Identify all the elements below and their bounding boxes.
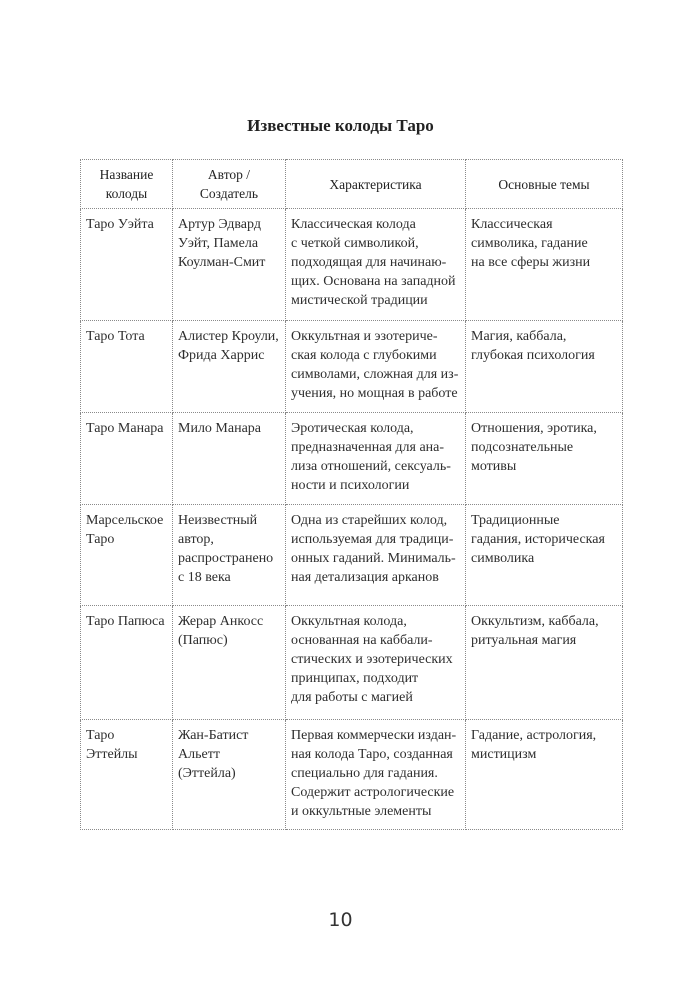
table-row (81, 413, 623, 505)
cell-description (286, 720, 466, 830)
page-number: 10 (328, 909, 353, 931)
cell-author (173, 720, 286, 830)
cell-deck-name (81, 209, 173, 321)
cell-author (173, 209, 286, 321)
header-themes (466, 160, 623, 209)
cell-description (286, 606, 466, 720)
cell-author (173, 321, 286, 413)
cell-text-line: ритуальная магия (471, 633, 577, 648)
cell-text-line: подходящая для начинаю- (291, 255, 447, 270)
cell-text-line: Одна из старейших колод, (291, 513, 448, 528)
cell-text-line: подсознательные (471, 440, 574, 455)
cell-author (173, 413, 286, 505)
cell-text-line: глубокая психология (471, 348, 595, 363)
cell-text-line: Классическая (471, 217, 553, 232)
cell-text-line: Отношения, эротика, (471, 421, 597, 436)
table-row (81, 209, 623, 321)
cell-text-line: основанная на каббали- (291, 633, 433, 648)
table-header-row (81, 160, 623, 209)
cell-text-line: Жан-Батист (178, 728, 249, 743)
header-description (286, 160, 466, 209)
cell-text-line: стических и эзотерических (291, 652, 453, 667)
cell-text-line: Альетт (178, 747, 220, 762)
cell-text-line: Марсельское (86, 513, 164, 528)
cell-text-line: распространено (178, 551, 274, 566)
tarot-decks-table (80, 159, 623, 830)
cell-text-line: с четкой символикой, (291, 236, 419, 251)
cell-text-line: Таро (86, 728, 115, 743)
cell-text-line: Артур Эдвард (178, 217, 261, 232)
cell-deck-name (81, 606, 173, 720)
cell-text-line: гадания, историческая (471, 532, 605, 547)
cell-themes (466, 413, 623, 505)
cell-text-line: мистической традиции (291, 293, 428, 308)
table-row (81, 321, 623, 413)
cell-text-line: для работы с магией (291, 690, 413, 705)
cell-text-line: Алистер Кроули, (178, 329, 279, 344)
cell-text-line: Содержит астрологические (291, 785, 455, 800)
cell-text-line: Жерар Анкосс (178, 614, 264, 629)
cell-text-line: Гадание, астрология, (471, 728, 597, 743)
cell-text-line: ная колода Таро, созданная (291, 747, 453, 762)
cell-themes (466, 505, 623, 606)
table-row (81, 606, 623, 720)
cell-text-line: символами, сложная для из- (291, 367, 459, 382)
cell-text-line: специально для гадания. (291, 766, 438, 781)
cell-text-line: Оккультизм, каббала, (471, 614, 599, 629)
cell-text-line: используемая для традици- (291, 532, 454, 547)
cell-description (286, 505, 466, 606)
cell-description (286, 321, 466, 413)
header-deck-name (81, 160, 173, 209)
cell-text-line: Автор / (207, 167, 251, 182)
cell-text-line: Мило Манара (178, 421, 262, 436)
cell-text-line: символика, гадание (471, 236, 588, 251)
cell-text-line: Неизвестный (178, 513, 258, 528)
cell-deck-name (81, 321, 173, 413)
table-row (81, 505, 623, 606)
cell-text-line: ская колода с глубокими (291, 348, 437, 363)
cell-text-line: Таро Уэйта (86, 217, 154, 232)
cell-themes (466, 606, 623, 720)
table-row (81, 720, 623, 830)
cell-themes (466, 321, 623, 413)
cell-deck-name (81, 720, 173, 830)
cell-text-line: онных гаданий. Минималь- (291, 551, 456, 566)
cell-text-line: (Эттейла) (178, 766, 236, 781)
cell-text-line: Классическая колода (291, 217, 416, 232)
cell-text-line: ности и психологии (291, 478, 410, 493)
cell-text-line: автор, (178, 532, 214, 547)
cell-text-line: щих. Основана на западной (291, 274, 456, 289)
cell-text-line: Уэйт, Памела (178, 236, 259, 251)
cell-text-line: Оккультная колода, (291, 614, 407, 629)
cell-text-line: Основные темы (498, 176, 590, 192)
cell-themes (466, 209, 623, 321)
cell-text-line: учения, но мощная в работе (291, 386, 458, 401)
cell-description (286, 209, 466, 321)
cell-author (173, 606, 286, 720)
cell-text-line: Эттейлы (86, 747, 138, 762)
cell-text-line: (Папюс) (178, 633, 228, 648)
cell-text-line: Таро (86, 532, 115, 547)
cell-text-line: Традиционные (471, 513, 560, 528)
cell-text-line: на все сферы жизни (471, 255, 591, 270)
cell-text-line: лиза отношений, сексуаль- (291, 459, 451, 474)
cell-text-line: принципах, подходит (291, 671, 419, 686)
cell-description (286, 413, 466, 505)
cell-text-line: Таро Папюса (86, 614, 165, 629)
cell-text-line: с 18 века (178, 570, 231, 585)
cell-text-line: Фрида Харрис (178, 348, 265, 363)
cell-text-line: мистицизм (471, 747, 537, 762)
cell-text-line: предназначенная для ана- (291, 440, 445, 455)
cell-text-line: Таро Манара (86, 421, 164, 436)
cell-deck-name (81, 505, 173, 606)
cell-text-line: мотивы (471, 459, 517, 474)
cell-text-line: символика (471, 551, 535, 566)
header-author (173, 160, 286, 209)
cell-text-line: и оккультные элементы (291, 804, 432, 819)
cell-text-line: Таро Тота (86, 329, 145, 344)
cell-themes (466, 720, 623, 830)
cell-author (173, 505, 286, 606)
cell-text-line: Магия, каббала, (471, 329, 567, 344)
table-body (81, 209, 623, 830)
cell-text-line: ная детализация арканов (291, 570, 439, 585)
cell-text-line: Характеристика (329, 176, 422, 192)
cell-text-line: Оккультная и эзотериче- (291, 329, 438, 344)
cell-text-line: Создатель (199, 186, 259, 201)
cell-text-line: Первая коммерчески издан- (291, 728, 457, 743)
cell-deck-name (81, 413, 173, 505)
cell-text-line: Коулман-Смит (178, 255, 266, 270)
cell-text-line: Название (99, 167, 154, 182)
cell-text-line: колоды (105, 186, 148, 201)
cell-text-line: Эротическая колода, (291, 421, 414, 436)
page-title: Известные колоды Таро (247, 116, 434, 135)
